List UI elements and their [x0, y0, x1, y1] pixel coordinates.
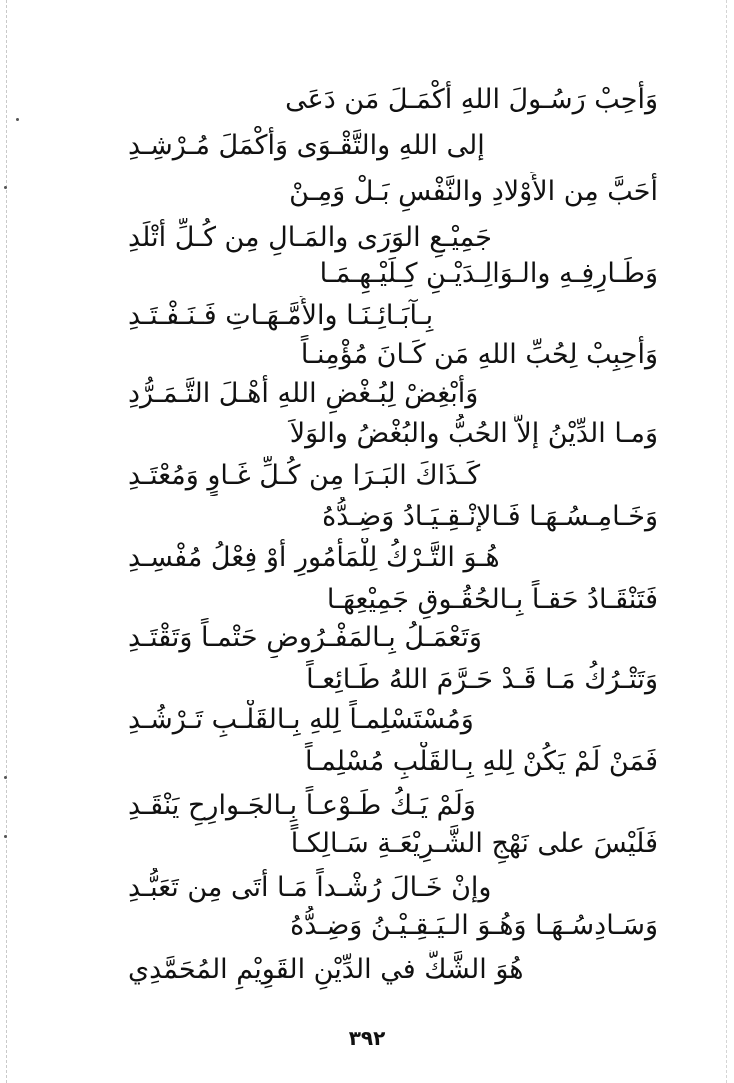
verse-line: وَأحِبْ رَسُـولَ اللهِ أكْمَـلَ مَن دَعَى: [285, 84, 658, 115]
verse-line: جَمِيْـعِ الوَرَى والمَـالِ مِن كُـلِّ أتْلَدِ: [128, 222, 492, 253]
verse-line: وَطَـارِفِـهِ والـوَالِـدَيْـنِ كِـلَيْـهِـمَـا: [319, 258, 658, 289]
verse-line: وَخَـامِـسُـهَـا فَـالإنْـقِـيَـادُ وَضِـدُّهُ: [322, 501, 658, 532]
verse-line: بِـآبَـائِـنَـا والأُمَّـهَـاتِ فَـنَـفْـتَـدِ: [128, 300, 434, 331]
verse-line: وَلَمْ يَـكُ طَـوْعـاً بِـالجَـوارِحِ يَنْقَـدِ: [128, 790, 476, 821]
verse-line: وَتَتْـرُكُ مَـا قَـدْ حَـرَّمَ اللهُ طَـائِعـاً: [306, 664, 658, 695]
verse-line: وَمـا الدِّيْنُ إلاَّ الحُبُّ والبُغْضُ والوَلاَ: [289, 418, 658, 449]
verse-line: وإنْ خَـالَ رُشْـداً مَـا أتَى مِن تَعَبُّـدِ: [128, 872, 492, 903]
verse-line: فَلَيْسَ على نَهْجِ الشَّـرِيْعَـةِ سَـالِكـاً: [290, 828, 658, 859]
page-number: ٣٩٢: [348, 1026, 386, 1050]
verse-line: وَسَـادِسُـهَـا وَهُـوَ الـيَـقِـيْـنُ وَضِـدُّهُ: [290, 910, 658, 941]
verse-line: إلى اللهِ والتَّقْـوَى وَأكْمَلَ مُـرْشِـدِ: [128, 130, 485, 161]
verse-line: أحَبَّ مِن الأَوْلادِ والنَّفْسِ بَـلْ وَمِـنْ: [289, 176, 658, 207]
verse-line: وَأبْغِضْ لِبُـغْضِ اللهِ أهْـلَ التَّـمَـرُّدِ: [128, 378, 479, 409]
verse-line: وَتَعْمَـلُ بِـالمَفْـرُوضِ حَتْمـاً وَتَقْتَـدِ: [128, 622, 482, 653]
verse-line: وَمُسْتَسْلِمـاً لِلهِ بِـالقَلْـبِ تَـرْشُـدِ: [128, 704, 474, 735]
verse-line: وَأحِبِبْ لِحُبِّ اللهِ مَن كَـانَ مُؤْمِنـاً: [300, 339, 658, 370]
verse-line: هُـوَ التَّـرْكُ لِلْمَأمُورِ أوْ فِعْلُ مُفْسِـدِ: [128, 542, 500, 573]
verse-line: فَتَنْقَـادُ حَقـاً بِـالحُقُـوقِ جَمِيْعِهَـا: [326, 584, 658, 615]
verse-line: كَـذَاكَ البَـرَا مِن كُـلِّ غَـاوٍ وَمُعْتَـدِ: [128, 460, 481, 491]
verse-line: هُوَ الشَّكُّ في الدِّيْنِ القَوِيْمِ المُحَمَّدِي: [128, 954, 524, 985]
verse-line: فَمَنْ لَمْ يَكُنْ لِلهِ بِـالقَلْبِ مُسْلِمـاً: [304, 746, 658, 777]
